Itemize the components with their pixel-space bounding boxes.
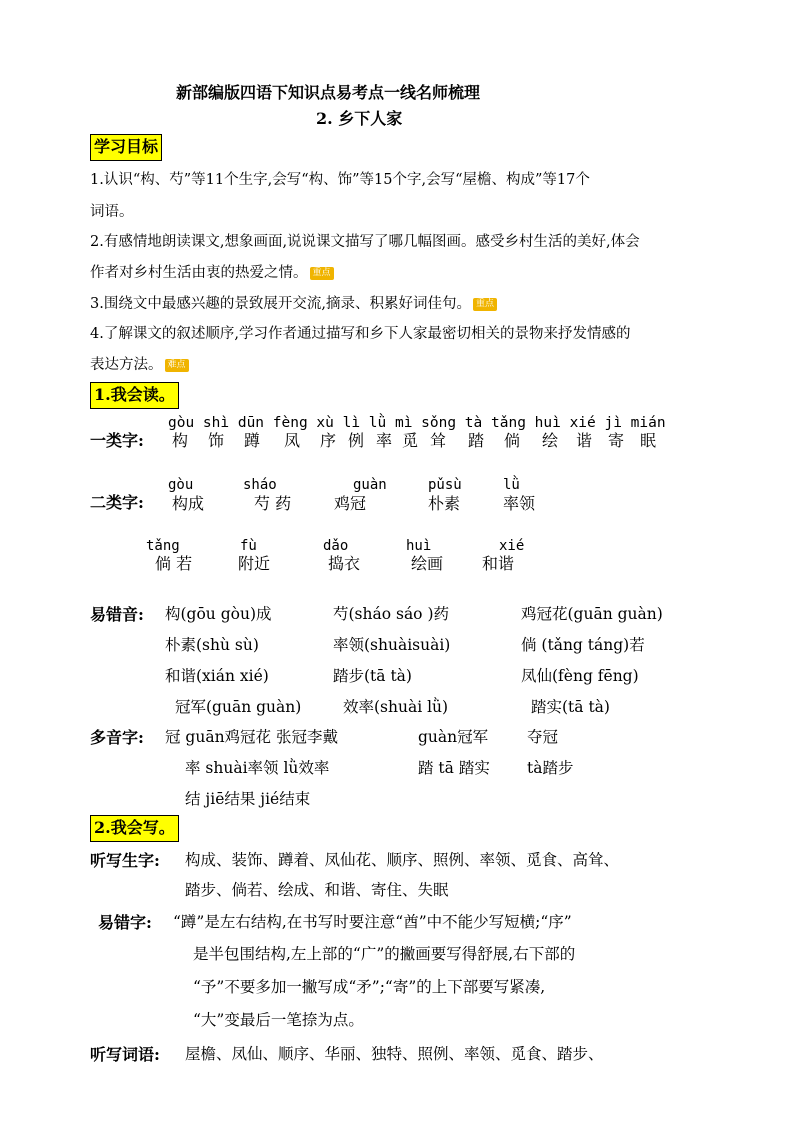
char: 构 (172, 431, 189, 450)
confusing-item: 芍(sháo sáo )药 (333, 605, 449, 623)
char: 绘 (542, 431, 559, 450)
class1-label: 一类字: (90, 431, 144, 450)
word: 和谐 (482, 554, 515, 573)
goal-line-3: 2.有感情地朗读课文,想象画面,说说课文描写了哪几幅图画。感受乡村生活的美好,体会 (90, 234, 640, 250)
polyphone-item: 夺冠 (527, 728, 559, 746)
confusing-item: 效率(shuài lǜ) (343, 698, 449, 716)
confusing-item: 构(gōu gòu)成 (165, 605, 272, 623)
write-heading: 2.我会写。 (90, 815, 179, 842)
char: 踏 (468, 431, 485, 450)
char: 凤 (284, 431, 301, 450)
confusing-label: 易错音: (90, 605, 144, 624)
char: 蹲 (244, 431, 261, 450)
error-chars-label: 易错字: (98, 913, 152, 932)
pinyin: xié (499, 538, 525, 554)
key-point-tag: 重点 (310, 267, 334, 280)
confusing-item: 凤仙(fèng fēng) (521, 667, 639, 685)
char: 倘 (504, 431, 521, 450)
char: 例 (348, 431, 365, 450)
goal-line-4: 作者对乡村生活由衷的热爱之情。 重点 (90, 261, 334, 282)
pinyin: dǎo (323, 538, 349, 554)
goal-line-5: 3.围绕文中最感兴趣的景致展开交流,摘录、积累好词佳句。 重点 (90, 292, 497, 313)
difficulty-tag: 难点 (165, 359, 189, 372)
key-point-tag: 重点 (473, 298, 497, 311)
pinyin: fù (240, 538, 257, 554)
confusing-item: 踏步(tā tà) (333, 667, 412, 685)
pinyin: lǜ (503, 477, 520, 493)
dictation-words-line: 屋檐、凤仙、顺序、华丽、独特、照例、率领、觅食、踏步、 (185, 1045, 604, 1063)
goal-line-1: 1.认识“构、芍”等11个生字,会写“构、饰”等15个字,会写“屋檐、构成”等17个 (90, 172, 590, 188)
char: 率 (376, 431, 393, 450)
word: 捣衣 (328, 554, 361, 573)
error-chars-line: “予”不要多加一撇写成“矛”;“寄”的上下部要写紧凑, (193, 978, 546, 996)
char: 序 (320, 431, 337, 450)
word: 倘 若 (155, 554, 193, 573)
pinyin: pǔsù (428, 477, 462, 493)
pinyin: guàn (353, 477, 387, 493)
read-heading: 1.我会读。 (90, 382, 179, 409)
confusing-item: 和谐(xián xié) (165, 667, 269, 685)
word: 附近 (238, 554, 271, 573)
polyphone-item: 踏 tā 踏实 (418, 759, 490, 777)
char: 饰 (208, 431, 225, 450)
pinyin: gòu (168, 477, 194, 493)
polyphone-item: 结 jiē结果 jié结束 (185, 790, 311, 808)
dictation-words-label: 听写词语: (90, 1045, 160, 1064)
word: 朴素 (428, 494, 461, 513)
word: 绘画 (411, 554, 444, 573)
pinyin: sháo (243, 477, 277, 493)
word: 鸡冠 (334, 494, 367, 513)
word: 构成 (172, 494, 205, 513)
goals-heading: 学习目标 (90, 134, 162, 161)
word: 率领 (503, 494, 536, 513)
lesson-title: 2. 乡下人家 (316, 109, 403, 128)
confusing-item: 鸡冠花(guān guàn) (521, 605, 663, 623)
goal-line-2: 词语。 (90, 204, 134, 220)
polyphone-item: 冠 guān鸡冠花 张冠李戴 (165, 728, 338, 746)
confusing-item: 倘 (tǎng táng)若 (521, 636, 645, 654)
char: 谐 (576, 431, 593, 450)
pinyin: tǎng (146, 538, 180, 554)
char: 耸 (430, 431, 447, 450)
polyphone-label: 多音字: (90, 728, 144, 747)
class1-pinyin: gòu shì dūn fèng xù lì lǜ mì sǒng tà tǎng huì xié jì mián (168, 415, 666, 431)
polyphone-item: 率 shuài率领 lǜ效率 (185, 759, 330, 777)
error-chars-line: 是半包围结构,左上部的“广”的撇画要写得舒展,右下部的 (193, 945, 576, 963)
polyphone-item: tà踏步 (527, 759, 574, 777)
confusing-item: 率领(shuàisuài) (333, 636, 451, 654)
dictation-chars-label: 听写生字: (90, 851, 160, 870)
confusing-item: 朴素(shù sù) (165, 636, 259, 654)
dictation-chars-line: 构成、装饰、蹲着、凤仙花、顺序、照例、率领、觅食、高耸、 (185, 851, 620, 869)
class2-label: 二类字: (90, 493, 144, 512)
error-chars-line: “大”变最后一笔捺为点。 (193, 1011, 364, 1029)
document-title: 新部编版四语下知识点易考点一线名师梳理 (176, 83, 481, 102)
confusing-item: 踏实(tā tà) (531, 698, 610, 716)
char: 寄 (608, 431, 625, 450)
word: 芍 药 (254, 494, 292, 513)
goal-line-7: 表达方法。 难点 (90, 353, 189, 374)
char: 觅 (402, 431, 419, 450)
class1-chars (172, 428, 670, 451)
goal-line-6: 4.了解课文的叙述顺序,学习作者通过描写和乡下人家最密切相关的景物来抒发情感的 (90, 326, 631, 342)
error-chars-line: “蹲”是左右结构,在书写时要注意“酋”中不能少写短横;“序” (173, 913, 572, 931)
polyphone-item: guàn冠军 (418, 728, 489, 746)
confusing-item: 冠军(guān guàn) (175, 698, 302, 716)
dictation-chars-line: 踏步、倘若、绘成、和谐、寄住、失眠 (185, 881, 449, 899)
pinyin: huì (406, 538, 432, 554)
char: 眠 (640, 431, 657, 450)
